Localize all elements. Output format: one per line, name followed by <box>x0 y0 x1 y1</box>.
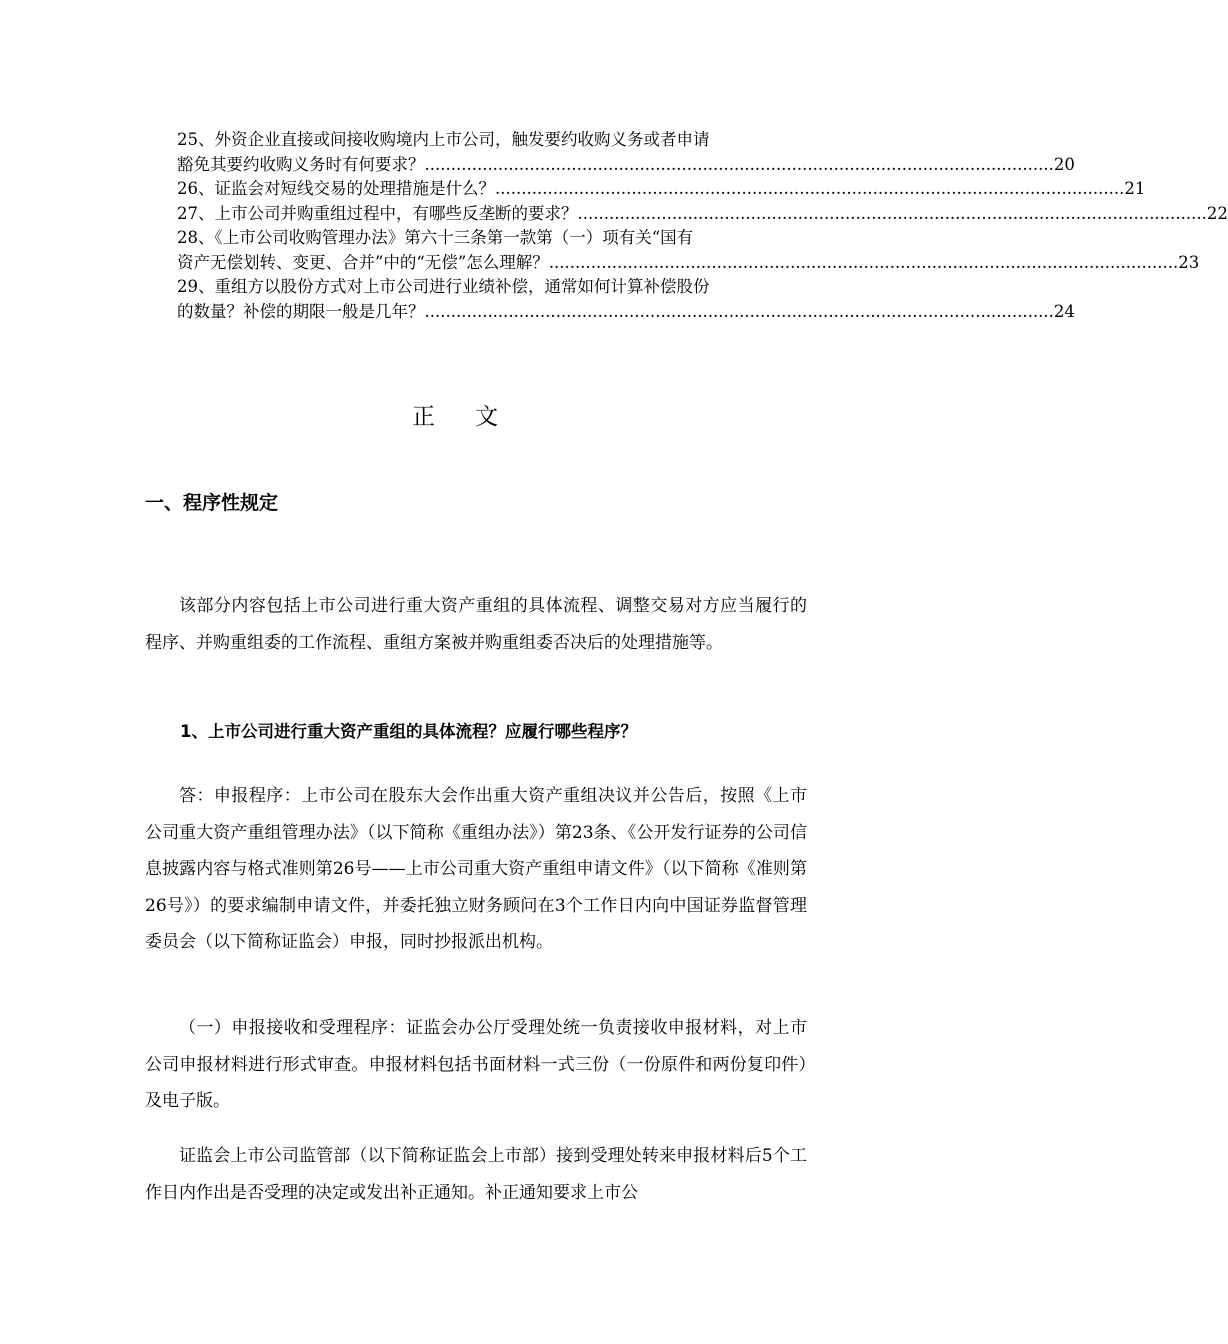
toc-entry-text: 资产无偿划转、变更、合并”中的“无偿”怎么理解？ <box>177 252 549 272</box>
toc-page-number: 23 <box>1178 252 1200 272</box>
toc-page-number: 24 <box>1053 301 1075 321</box>
table-of-contents <box>177 128 1228 324</box>
toc-entry-text: 27、上市公司并购重组过程中，有哪些反垄断的要求？ <box>177 203 578 223</box>
section-title: 一、程序性规定 <box>145 492 279 514</box>
toc-entry-27[interactable] <box>177 202 1228 227</box>
toc-page-number: 20 <box>1053 154 1075 174</box>
dept-paragraph: 证监会上市公司监管部（以下简称证监会上市部）接到受理处转来申报材料后5个工作日内作出是否受理的决定或发出补正通知。补正通知要求上市公 <box>145 1146 807 1203</box>
toc-entry-text: 25、外资企业直接或间接收购境内上市公司，触发要约收购义务或者申请 <box>177 130 710 149</box>
toc-leader-dots: ........................................................................................................................ <box>495 179 1125 198</box>
answer-paragraph: 答：申报程序：上市公司在股东大会作出重大资产重组决议并公告后，按照《上市公司重大资产重组管理办法》（以下简称《重组办法》）第23条、《公开发行证券的公司信息披露内容与格式准则第26号——上市公司重大资产重组申请文件》（以下简称《准则第26号》）的要求编制申请文件，并委托独立财务顾问在3个工作日内向中国证券监督管理委员会（以下简称证监会）申报，同时抄报派出机构。 <box>145 786 807 952</box>
toc-page-number: 22 <box>1206 203 1228 223</box>
toc-entry-25[interactable] <box>177 128 1075 177</box>
toc-entry-text: 豁免其要约收购义务时有何要求？ <box>177 154 425 174</box>
receive-paragraph: （一）申报接收和受理程序：证监会办公厅受理处统一负责接收申报材料，对上市公司申报材料进行形式审查。申报材料包括书面材料一式三份（一份原件和两份复印件）及电子版。 <box>145 1018 807 1111</box>
toc-page-number: 21 <box>1124 179 1146 198</box>
toc-leader-dots: ........................................................................................................................ <box>577 203 1207 223</box>
toc-leader-dots: ........................................................................................................................ <box>424 154 1054 174</box>
toc-entry-26[interactable] <box>177 177 1146 202</box>
toc-entry-text: 的数量？补偿的期限一般是几年？ <box>177 301 425 321</box>
toc-entry-text: 28、《上市公司收购管理办法》第六十三条第一款第（一）项有关“国有 <box>177 228 694 247</box>
toc-entry-text: 29、重组方以股份方式对上市公司进行业绩补偿，通常如何计算补偿股份 <box>177 277 710 296</box>
main-heading: 正文 <box>412 404 538 430</box>
toc-leader-dots: ........................................................................................................................ <box>548 252 1179 272</box>
toc-leader-dots: ........................................................................................................................ <box>424 301 1054 321</box>
toc-entry-29[interactable] <box>177 275 1075 324</box>
toc-entry-text: 26、证监会对短线交易的处理措施是什么？ <box>177 179 495 198</box>
intro-paragraph: 该部分内容包括上市公司进行重大资产重组的具体流程、调整交易对方应当履行的程序、并购重组委的工作流程、重组方案被并购重组委否决后的处理措施等。 <box>145 596 807 653</box>
question-title: 1、上市公司进行重大资产重组的具体流程？应履行哪些程序？ <box>180 722 637 741</box>
toc-entry-28[interactable] <box>177 226 1200 275</box>
